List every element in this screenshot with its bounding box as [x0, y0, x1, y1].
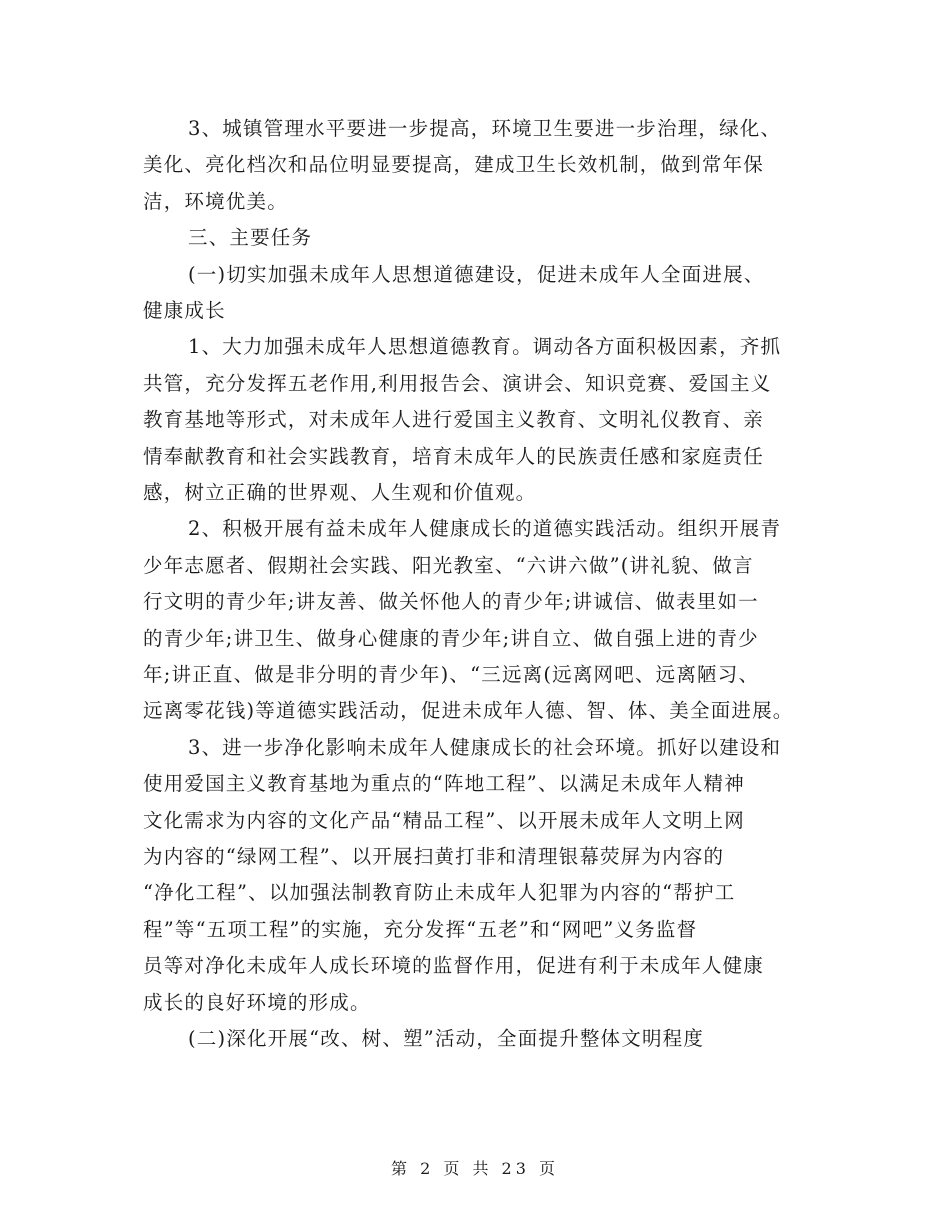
text-line: 1、大力加强未成年人思想道德教育。调动各方面积极因素，齐抓 — [188, 335, 782, 359]
page-footer: 第 2 页 共 23 页 — [391, 1159, 559, 1178]
text-line: 成长的良好环境的形成。 — [143, 990, 371, 1014]
text-line: 为内容的“绿网工程”、以开展扫黄打非和清理银幕荧屏为内容的 — [143, 845, 725, 868]
text-line: 洁，环境优美。 — [143, 189, 288, 213]
text-line: 行文明的青少年;讲友善、做关怀他人的青少年;讲诚信、做表里如一 — [143, 590, 759, 614]
text-line: 使用爱国主义教育基地为重点的“阵地工程”、以满足未成年人精神 — [143, 772, 745, 796]
text-line: 程”等“五项工程”的实施，充分发挥“五老”和“网吧”义务监督 — [143, 917, 698, 941]
text-line: “净化工程”、以加强法制教育防止未成年人犯罪为内容的“帮护工 — [143, 881, 736, 905]
text-line: 少年志愿者、假期社会实践、阳光教室、“六讲六做”(讲礼貌、做言 — [143, 553, 754, 577]
text-line: (一)切实加强未成年人思想道德建设，促进未成年人全面进展、 — [188, 262, 765, 286]
text-line: 2、积极开展有益未成年人健康成长的道德实践活动。组织开展青 — [188, 517, 782, 541]
text-line: (二)深化开展“改、树、塑”活动，全面提升整体文明程度 — [188, 1027, 705, 1050]
text-line: 情奉献教育和社会实践教育，培育未成年人的民族责任感和家庭责任 — [143, 444, 765, 468]
text-line: 三、主要任务 — [188, 226, 313, 250]
text-line: 美化、亮化档次和品位明显要提高，建成卫生长效机制，做到常年保 — [143, 153, 765, 177]
text-line: 教育基地等形式，对未成年人进行爱国主义教育、文明礼仪教育、亲 — [143, 408, 765, 432]
text-line: 感，树立正确的世界观、人生观和价值观。 — [143, 481, 537, 504]
text-line: 远离零花钱)等道德实践活动，促进未成年人德、智、体、美全面进展。 — [143, 699, 794, 723]
text-line: 3、进一步净化影响未成年人健康成长的社会环境。抓好以建设和 — [188, 735, 782, 759]
text-line: 年;讲正直、做是非分明的青少年)、“三远离(远离网吧、远离陋习、 — [143, 663, 760, 686]
text-line: 3、城镇管理水平要进一步提高，环境卫生要进一步治理，绿化、 — [188, 117, 782, 140]
text-line: 文化需求为内容的文化产品“精品工程”、以开展未成年人文明上网 — [143, 808, 745, 832]
text-line: 共管，充分发挥五老作用,利用报告会、演讲会、知识竞赛、爱国主义 — [143, 371, 772, 395]
text-line: 的青少年;讲卫生、做身心健康的青少年;讲自立、做自强上进的青少 — [143, 626, 759, 650]
text-line: 员等对净化未成年人成长环境的监督作用，促进有利于未成年人健康 — [143, 954, 765, 978]
text-line: 健康成长 — [143, 299, 226, 322]
